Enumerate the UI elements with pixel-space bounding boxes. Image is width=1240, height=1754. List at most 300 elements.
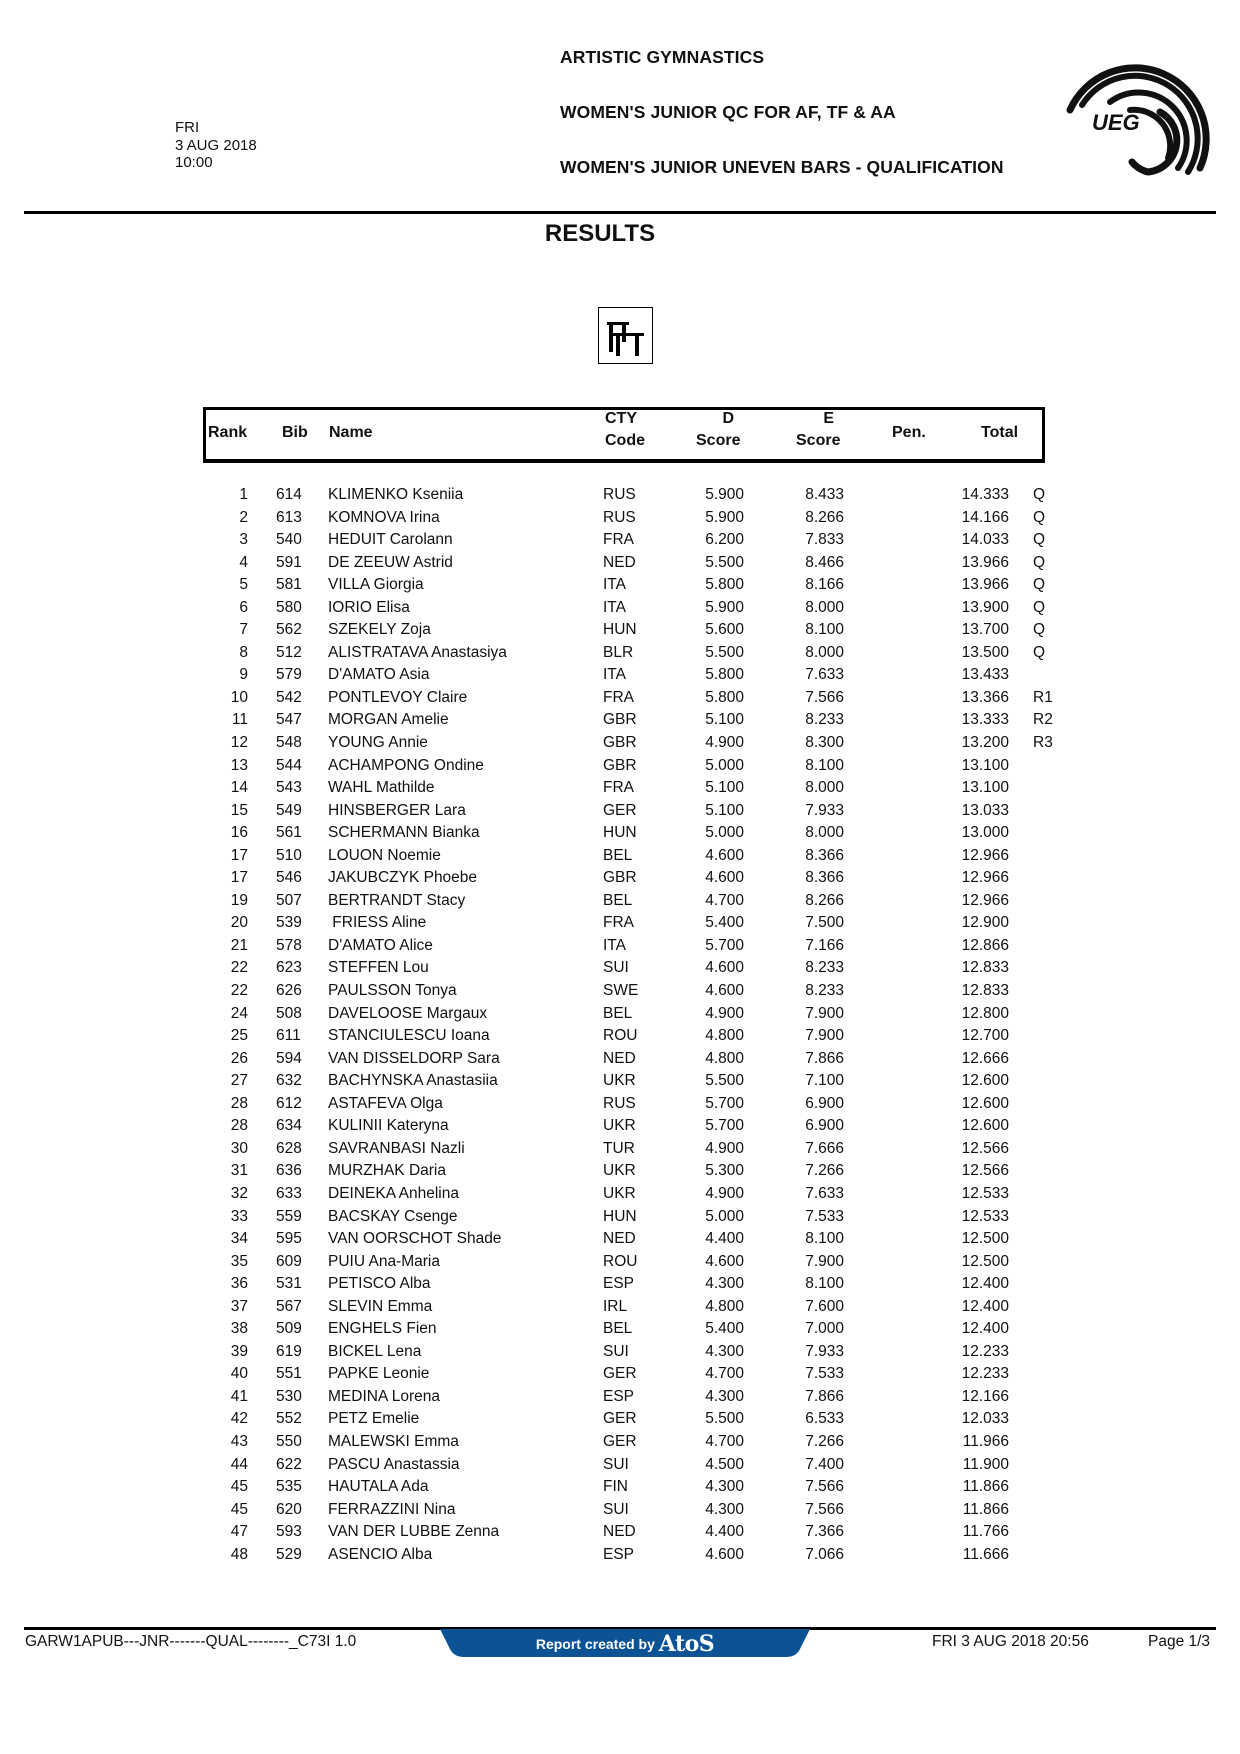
col-cty-line2: Code [605,432,645,449]
total-score: 12.533 [961,1184,1009,1202]
e-score: 7.266 [805,1432,844,1450]
total-score: 13.333 [961,711,1009,729]
athlete-name: PAPKE Leonie [328,1365,430,1383]
table-row [0,1544,1240,1567]
bib-cell: 547 [276,711,302,729]
country-code: BEL [603,1320,633,1338]
qualification-mark: Q [1033,531,1046,549]
d-score: 4.900 [705,1004,744,1022]
country-code: SWE [603,982,639,1000]
country-code: ESP [603,1387,635,1405]
table-row [0,1476,1240,1499]
rank-cell: 2 [239,508,248,526]
rank-cell: 21 [230,936,248,954]
country-code: FRA [603,688,634,706]
country-code: FIN [603,1478,628,1496]
table-row [0,687,1240,710]
rank-cell: 1 [239,486,248,503]
athlete-name: MEDINA Lorena [328,1387,440,1405]
athlete-name: PAULSSON Tonya [328,982,457,1000]
total-score: 12.400 [961,1320,1009,1338]
d-score: 4.300 [705,1342,744,1360]
d-score: 5.000 [705,756,744,774]
bib-cell: 636 [276,1162,302,1180]
total-score: 13.200 [961,734,1009,752]
d-score: 5.300 [705,1162,744,1180]
athlete-name: ASENCIO Alba [328,1545,433,1563]
country-code: ITA [603,576,626,594]
bib-cell: 507 [276,891,302,909]
bib-cell: 622 [276,1455,302,1473]
bib-cell: 614 [276,486,302,503]
d-score: 5.400 [705,914,744,932]
athlete-name: ACHAMPONG Ondine [328,756,484,774]
country-code: ITA [603,666,626,684]
e-score: 7.866 [805,1387,844,1405]
country-code: SUI [603,1455,629,1473]
e-score: 8.100 [805,1230,844,1248]
e-score: 8.000 [805,598,844,616]
table-row [0,1499,1240,1522]
bib-cell: 626 [276,982,302,1000]
e-score: 6.900 [805,1094,844,1112]
country-code: UKR [603,1072,636,1090]
d-score: 4.600 [705,1545,744,1563]
total-score: 11.866 [962,1500,1009,1518]
bib-cell: 578 [276,936,302,954]
athlete-name: STEFFEN Lou [328,959,429,977]
bib-cell: 612 [276,1094,302,1112]
country-code: BEL [603,846,633,864]
page-number: Page 1/3 [1148,1633,1211,1650]
country-code: SUI [603,1500,629,1518]
d-score: 5.000 [705,1207,744,1225]
total-score: 12.233 [961,1365,1009,1383]
athlete-name: SAVRANBASI Nazli [328,1139,465,1157]
e-score: 7.900 [805,1004,844,1022]
d-score: 5.000 [705,824,744,842]
d-score: 4.600 [705,846,744,864]
e-score: 8.000 [805,643,844,661]
rank-cell: 26 [230,1049,248,1067]
bib-cell: 561 [276,824,302,842]
e-score: 7.400 [805,1455,844,1473]
e-score: 8.233 [805,959,844,977]
d-score: 4.800 [705,1027,744,1045]
athlete-name: VAN OORSCHOT Shade [328,1230,502,1248]
rank-cell: 22 [230,982,248,1000]
session-day: FRI [175,119,200,136]
rank-cell: 30 [230,1139,248,1157]
athlete-name: BACHYNSKA Anastasiia [328,1072,498,1090]
d-score: 4.800 [705,1297,744,1315]
athlete-name: SZEKELY Zoja [328,621,431,639]
country-code: GER [603,1432,637,1450]
d-score: 5.900 [705,486,744,503]
rank-cell: 37 [230,1297,248,1315]
rank-cell: 19 [230,891,248,909]
rank-cell: 33 [230,1207,248,1225]
total-score: 12.966 [961,891,1009,909]
total-score: 11.666 [962,1545,1009,1563]
report-code: GARW1APUB---JNR-------QUAL--------_C73I 1.0 [25,1633,357,1650]
country-code: UKR [603,1184,636,1202]
e-score: 7.833 [805,531,844,549]
col-d-line1: D [722,410,734,427]
table-row [0,980,1240,1003]
qualification-mark: Q [1033,553,1046,571]
table-row [0,507,1240,530]
rank-cell: 44 [230,1455,248,1473]
bib-cell: 551 [276,1365,302,1383]
athlete-name: MURZHAK Daria [328,1162,446,1180]
athlete-name: PUIU Ana-Maria [328,1252,440,1270]
total-score: 13.366 [961,688,1009,706]
bib-cell: 512 [276,643,302,661]
total-score: 13.033 [961,801,1009,819]
athlete-name: MALEWSKI Emma [328,1432,459,1450]
athlete-name: DAVELOOSE Margaux [328,1004,488,1022]
country-code: FRA [603,531,634,549]
bib-cell: 623 [276,959,302,977]
rank-cell: 36 [230,1275,248,1293]
athlete-name: HAUTALA Ada [328,1478,429,1496]
rank-cell: 3 [239,531,248,549]
rank-cell: 32 [230,1184,248,1202]
report-created-by [440,1631,810,1657]
e-score: 7.566 [805,1500,844,1518]
e-score: 7.366 [805,1523,844,1541]
table-row [0,709,1240,732]
d-score: 6.200 [705,531,744,549]
bib-cell: 611 [276,1027,301,1045]
athlete-name: YOUNG Annie [328,734,428,752]
d-score: 4.900 [705,734,744,752]
total-score: 14.033 [961,531,1009,549]
e-score: 7.533 [805,1365,844,1383]
e-score: 7.566 [805,688,844,706]
athlete-name: PETISCO Alba [328,1275,431,1293]
table-row [0,1431,1240,1454]
qualification-mark: R2 [1033,711,1053,729]
e-score: 8.100 [805,756,844,774]
col-bib: Bib [282,424,308,441]
athlete-name: STANCIULESCU Ioana [328,1027,490,1045]
results-table-body [0,484,1240,1566]
d-score: 5.500 [705,1072,744,1090]
e-score: 8.233 [805,982,844,1000]
d-score: 5.700 [705,1117,744,1135]
table-row [0,1318,1240,1341]
country-code: GBR [603,869,637,887]
athlete-name: DE ZEEUW Astrid [328,553,453,571]
bib-cell: 579 [276,666,302,684]
uneven-bars-icon [598,307,653,364]
rank-cell: 11 [231,711,248,729]
bib-cell: 549 [276,801,302,819]
table-row [0,529,1240,552]
athlete-name: IORIO Elisa [328,598,410,616]
total-score: 12.966 [961,846,1009,864]
table-row [0,822,1240,845]
table-row [0,1408,1240,1431]
rank-cell: 40 [230,1365,248,1383]
rank-cell: 27 [230,1072,248,1090]
competition-title: WOMEN'S JUNIOR QC FOR AF, TF & AA [560,102,896,122]
country-code: GER [603,1410,637,1428]
d-score: 4.700 [705,1365,744,1383]
country-code: GER [603,801,637,819]
e-score: 7.066 [805,1545,844,1563]
e-score: 7.600 [805,1297,844,1315]
e-score: 7.266 [805,1162,844,1180]
qualification-mark: R1 [1033,688,1053,706]
qualification-mark: Q [1033,576,1046,594]
e-score: 8.466 [805,553,844,571]
total-score: 12.833 [961,959,1009,977]
d-score: 4.500 [705,1455,744,1473]
table-row [0,1003,1240,1026]
total-score: 13.000 [961,824,1009,842]
country-code: SUI [603,1342,629,1360]
d-score: 4.400 [705,1230,744,1248]
d-score: 5.800 [705,688,744,706]
athlete-name: VAN DER LUBBE Zenna [328,1523,500,1541]
athlete-name: LOUON Noemie [328,846,441,864]
qualification-mark: Q [1033,486,1046,503]
e-score: 6.900 [805,1117,844,1135]
table-row [0,957,1240,980]
e-score: 8.100 [805,1275,844,1293]
bib-cell: 634 [276,1117,302,1135]
logo-text: UEG [1092,110,1140,135]
bib-cell: 591 [276,553,302,571]
rank-cell: 7 [239,621,248,639]
country-code: NED [603,1049,636,1067]
total-score: 12.033 [961,1410,1009,1428]
country-code: HUN [603,1207,637,1225]
bib-cell: 530 [276,1387,302,1405]
athlete-name: KOMNOVA Irina [328,508,440,526]
d-score: 4.600 [705,959,744,977]
table-row [0,619,1240,642]
bib-cell: 628 [276,1139,302,1157]
total-score: 12.400 [961,1275,1009,1293]
athlete-name: BACSKAY Csenge [328,1207,458,1225]
bib-cell: 619 [276,1342,302,1360]
bib-cell: 543 [276,779,302,797]
session-time: 10:00 [175,154,213,171]
country-code: IRL [603,1297,628,1315]
total-score: 12.566 [961,1162,1009,1180]
athlete-name: PETZ Emelie [328,1410,420,1428]
d-score: 5.500 [705,643,744,661]
d-score: 5.700 [705,936,744,954]
rank-cell: 5 [239,576,248,594]
total-score: 12.700 [961,1027,1009,1045]
table-row [0,1521,1240,1544]
rank-cell: 13 [230,756,248,774]
bib-cell: 593 [276,1523,302,1541]
total-score: 12.500 [961,1230,1009,1248]
d-score: 5.500 [705,553,744,571]
rank-cell: 10 [230,688,248,706]
bib-cell: 562 [276,621,302,639]
e-score: 8.266 [805,508,844,526]
d-score: 4.300 [705,1387,744,1405]
total-score: 12.566 [961,1139,1009,1157]
col-e-line2: Score [796,432,841,449]
total-score: 13.433 [961,666,1009,684]
rank-cell: 42 [230,1410,248,1428]
athlete-name: HEDUIT Carolann [328,531,453,549]
d-score: 4.600 [705,869,744,887]
table-row [0,732,1240,755]
total-score: 12.666 [961,1049,1009,1067]
total-score: 11.900 [962,1455,1009,1473]
d-score: 4.300 [705,1478,744,1496]
e-score: 8.000 [805,824,844,842]
athlete-name: ALISTRATAVA Anastasiya [328,643,507,661]
total-score: 11.966 [962,1432,1009,1450]
total-score: 12.600 [961,1094,1009,1112]
total-score: 13.966 [961,553,1009,571]
e-score: 7.633 [805,1184,844,1202]
athlete-name: WAHL Mathilde [328,779,435,797]
d-score: 5.400 [705,1320,744,1338]
e-score: 7.500 [805,914,844,932]
country-code: ESP [603,1275,635,1293]
e-score: 7.166 [805,936,844,954]
country-code: NED [603,1523,636,1541]
table-row [0,867,1240,890]
col-name: Name [329,424,373,441]
col-rank: Rank [208,424,248,441]
d-score: 5.500 [705,1410,744,1428]
table-header [203,407,1045,463]
qualification-mark: Q [1033,643,1046,661]
qualification-mark: Q [1033,621,1046,639]
country-code: RUS [603,1094,636,1112]
bib-cell: 567 [276,1297,302,1315]
d-score: 5.100 [705,801,744,819]
rank-cell: 15 [230,801,248,819]
col-cty-line1: CTY [605,410,637,427]
ueg-logo-icon [1060,50,1222,185]
bib-cell: 581 [276,576,302,594]
rank-cell: 17 [230,869,248,887]
rank-cell: 35 [230,1252,248,1270]
rank-cell: 25 [230,1027,248,1045]
country-code: ESP [603,1545,635,1563]
table-row [0,1160,1240,1183]
bib-cell: 620 [276,1500,302,1518]
e-score: 7.900 [805,1027,844,1045]
bib-cell: 531 [276,1275,302,1293]
athlete-name: BICKEL Lena [328,1342,422,1360]
total-score: 13.100 [961,756,1009,774]
bib-cell: 509 [276,1320,302,1338]
e-score: 7.866 [805,1049,844,1067]
d-score: 4.900 [705,1139,744,1157]
country-code: UKR [603,1117,636,1135]
country-code: TUR [603,1139,635,1157]
total-score: 13.966 [961,576,1009,594]
rank-cell: 39 [230,1342,248,1360]
rank-cell: 14 [230,779,248,797]
e-score: 7.100 [805,1072,844,1090]
table-row [0,1183,1240,1206]
bib-cell: 510 [276,846,302,864]
d-score: 4.600 [705,1252,744,1270]
d-score: 4.700 [705,891,744,909]
d-score: 4.400 [705,1523,744,1541]
rank-cell: 4 [239,553,248,571]
country-code: RUS [603,508,636,526]
e-score: 7.933 [805,1342,844,1360]
bib-cell: 595 [276,1230,302,1248]
table-row [0,1138,1240,1161]
country-code: ITA [603,936,626,954]
country-code: ITA [603,598,626,616]
table-row [0,890,1240,913]
e-score: 7.566 [805,1478,844,1496]
table-row [0,642,1240,665]
athlete-name: ENGHELS Fien [328,1320,437,1338]
total-score: 11.766 [962,1523,1009,1541]
bib-cell: 609 [276,1252,302,1270]
table-row [0,1386,1240,1409]
table-row [0,777,1240,800]
d-score: 4.600 [705,982,744,1000]
e-score: 7.000 [805,1320,844,1338]
athlete-name: VAN DISSELDORP Sara [328,1049,500,1067]
table-row [0,1228,1240,1251]
session-date: 3 AUG 2018 [175,136,257,154]
total-score: 12.900 [961,914,1009,932]
total-score: 12.233 [961,1342,1009,1360]
athlete-name: FERRAZZINI Nina [328,1500,456,1518]
e-score: 8.300 [805,734,844,752]
d-score: 5.600 [705,621,744,639]
table-row [0,1454,1240,1477]
total-score: 14.166 [961,508,1009,526]
rank-cell: 34 [230,1230,248,1248]
e-score: 7.533 [805,1207,844,1225]
table-row [0,664,1240,687]
athlete-name: D'AMATO Alice [328,936,433,954]
qualification-mark: Q [1033,598,1046,616]
rank-cell: 43 [230,1432,248,1450]
e-score: 7.666 [805,1139,844,1157]
rank-cell: 47 [230,1523,248,1541]
athlete-name: FRIESS Aline [328,914,427,932]
country-code: SUI [603,959,629,977]
e-score: 8.433 [805,486,844,503]
total-score: 12.600 [961,1072,1009,1090]
athlete-name: SCHERMANN Bianka [328,824,480,842]
bib-cell: 552 [276,1410,302,1428]
rank-cell: 28 [230,1094,248,1112]
d-score: 5.100 [705,779,744,797]
total-score: 12.833 [961,982,1009,1000]
athlete-name: PASCU Anastassia [328,1455,460,1473]
table-row [0,935,1240,958]
athlete-name: JAKUBCZYK Phoebe [328,869,478,887]
d-score: 5.800 [705,576,744,594]
table-row [0,1363,1240,1386]
athlete-name: DEINEKA Anhelina [328,1184,459,1202]
